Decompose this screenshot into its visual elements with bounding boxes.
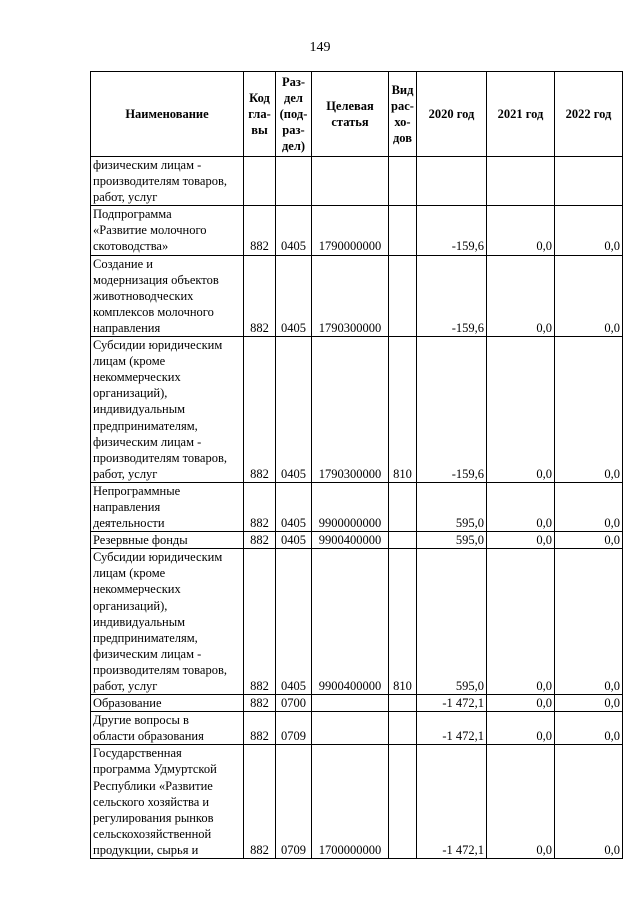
row-name-line: Образование — [93, 696, 162, 711]
amount-2021-cell — [487, 157, 555, 206]
amount-2022-cell: 0,0 — [555, 255, 623, 336]
amount-2020-cell: -159,6 — [417, 337, 487, 483]
row-name-cell — [91, 712, 244, 745]
amount-2020-cell: 595,0 — [417, 549, 487, 695]
chapter-code-cell: 882 — [244, 255, 276, 336]
expense-type-cell — [389, 695, 417, 712]
target-item-cell: 1790000000 — [312, 206, 389, 255]
amount-2021-cell: 0,0 — [487, 255, 555, 336]
amount-2021-cell: 0,0 — [487, 482, 555, 531]
target-item-cell — [312, 157, 389, 206]
section-cell: 0405 — [276, 532, 312, 549]
table-header-row — [91, 72, 623, 157]
target-item-cell: 9900400000 — [312, 532, 389, 549]
header-section — [276, 72, 312, 157]
amount-2020-cell: -159,6 — [417, 206, 487, 255]
row-name-line: регулирования рынков — [93, 810, 214, 825]
amount-2021-cell: 0,0 — [487, 712, 555, 745]
row-name-line: Другие вопросы в — [93, 713, 189, 728]
amount-2020-cell: -1 472,1 — [417, 712, 487, 745]
row-name-line: организаций), — [93, 598, 168, 613]
row-name-line: производителям товаров, — [93, 174, 227, 189]
section-cell — [276, 157, 312, 206]
expense-type-cell — [389, 532, 417, 549]
table-body — [91, 157, 623, 859]
row-name-line: работ, услуг — [93, 679, 158, 693]
target-item-cell — [312, 712, 389, 745]
chapter-code-cell — [244, 157, 276, 206]
expense-type-cell: 810 — [389, 337, 417, 483]
header-2020 — [417, 72, 487, 157]
target-item-cell: 1790300000 — [312, 255, 389, 336]
row-name-line: Субсидии юридическим — [93, 550, 223, 565]
row-name-line: лицам (кроме — [93, 354, 166, 369]
header-line: (под- — [279, 107, 308, 121]
section-cell: 0405 — [276, 482, 312, 531]
expense-type-cell — [389, 482, 417, 531]
row-name-line: комплексов молочного — [93, 304, 214, 319]
page-number: 149 — [309, 40, 331, 55]
row-name-cell — [91, 206, 244, 255]
row-name-line: индивидуальным — [93, 614, 186, 629]
row-name-line: организаций), — [93, 386, 168, 401]
amount-2021-cell: 0,0 — [487, 745, 555, 859]
row-name-line: продукции, сырья и — [93, 842, 199, 857]
amount-2020-cell: 595,0 — [417, 482, 487, 531]
table-row — [91, 712, 623, 745]
header-line: раз- — [282, 123, 305, 137]
chapter-code-cell: 882 — [244, 337, 276, 483]
header-line: рас- — [391, 99, 414, 113]
row-name-line: работ, услуг — [93, 190, 158, 205]
row-name-line: программа Удмуртской — [93, 762, 217, 777]
row-name-line: Резервные фонды — [93, 533, 188, 548]
amount-2022-cell: 0,0 — [555, 337, 623, 483]
header-line: Раз- — [281, 75, 306, 89]
header-line: гла- — [248, 107, 271, 121]
row-name-line: Непрограммные — [93, 483, 181, 498]
row-name-cell — [91, 482, 244, 531]
target-item-cell: 9900400000 — [312, 549, 389, 695]
expense-type-cell — [389, 206, 417, 255]
target-item-cell — [312, 695, 389, 712]
row-name-line: сельского хозяйства и — [93, 794, 210, 809]
target-item-cell: 1700000000 — [312, 745, 389, 859]
table-row — [91, 482, 623, 531]
amount-2021-cell: 0,0 — [487, 206, 555, 255]
expense-type-cell: 810 — [389, 549, 417, 695]
row-name-line: модернизация объектов — [93, 272, 219, 287]
amount-2020-cell: -1 472,1 — [417, 745, 487, 859]
row-name-cell — [91, 695, 244, 712]
header-target-item — [312, 72, 389, 157]
row-name-cell — [91, 745, 244, 859]
row-name-line: деятельности — [93, 516, 165, 531]
amount-2022-cell: 0,0 — [555, 549, 623, 695]
header-line: вы — [251, 123, 268, 137]
target-item-cell: 9900000000 — [312, 482, 389, 531]
row-name-line: физическим лицам - — [93, 158, 202, 172]
row-name-cell — [91, 255, 244, 336]
row-name-cell — [91, 549, 244, 695]
row-name-line: физическим лицам - — [93, 646, 202, 661]
expense-type-cell — [389, 745, 417, 859]
table-row — [91, 532, 623, 549]
chapter-code-cell: 882 — [244, 532, 276, 549]
chapter-code-cell: 882 — [244, 206, 276, 255]
row-name-line: области образования — [93, 729, 204, 744]
chapter-code-cell: 882 — [244, 482, 276, 531]
amount-2022-cell: 0,0 — [555, 745, 623, 859]
header-line: дел — [284, 91, 303, 105]
expense-type-cell — [389, 712, 417, 745]
amount-2022-cell — [555, 157, 623, 206]
table-row — [91, 745, 623, 859]
amount-2021-cell: 0,0 — [487, 695, 555, 712]
header-2022 — [555, 72, 623, 157]
amount-2022-cell: 0,0 — [555, 712, 623, 745]
budget-table — [90, 71, 623, 859]
amount-2022-cell: 0,0 — [555, 482, 623, 531]
target-item-cell: 1790300000 — [312, 337, 389, 483]
row-name-line: производителям товаров, — [93, 662, 227, 677]
chapter-code-cell: 882 — [244, 695, 276, 712]
header-line: статья — [331, 115, 369, 129]
section-cell: 0405 — [276, 255, 312, 336]
section-cell: 0405 — [276, 206, 312, 255]
header-2021 — [487, 72, 555, 157]
header-line: Целевая — [326, 99, 374, 113]
row-name-line: производителям товаров, — [93, 450, 227, 465]
amount-2022-cell: 0,0 — [555, 532, 623, 549]
amount-2020-cell — [417, 157, 487, 206]
header-chapter-code — [244, 72, 276, 157]
amount-2021-cell: 0,0 — [487, 532, 555, 549]
header-line: 2022 год — [565, 107, 612, 121]
header-line: Наименование — [125, 107, 209, 121]
row-name-line: Республики «Развитие — [93, 778, 213, 793]
row-name-line: Субсидии юридическим — [93, 338, 223, 353]
row-name-line: направления — [93, 320, 161, 335]
table-row — [91, 549, 623, 695]
amount-2022-cell: 0,0 — [555, 695, 623, 712]
table-row — [91, 337, 623, 483]
row-name-line: физическим лицам - — [93, 434, 202, 449]
row-name-line: «Развитие молочного — [93, 223, 207, 238]
header-expense-type — [389, 72, 417, 157]
expense-type-cell — [389, 255, 417, 336]
row-name-line: Создание и — [93, 256, 153, 271]
row-name-line: животноводческих — [93, 288, 194, 303]
row-name-line: индивидуальным — [93, 402, 186, 417]
row-name-cell — [91, 337, 244, 483]
section-cell: 0405 — [276, 337, 312, 483]
row-name-line: сельскохозяйственной — [93, 826, 212, 841]
header-line: хо- — [394, 115, 411, 129]
section-cell: 0709 — [276, 745, 312, 859]
row-name-line: направления — [93, 499, 161, 514]
header-line: дел) — [281, 139, 306, 153]
header-line: Код — [249, 91, 270, 105]
amount-2020-cell: -159,6 — [417, 255, 487, 336]
header-line: 2020 год — [428, 107, 475, 121]
header-line: дов — [392, 131, 412, 145]
row-name-cell — [91, 157, 244, 206]
chapter-code-cell: 882 — [244, 549, 276, 695]
section-cell: 0405 — [276, 549, 312, 695]
table-row — [91, 695, 623, 712]
row-name-line: предпринимателям, — [93, 418, 198, 433]
section-cell: 0700 — [276, 695, 312, 712]
expense-type-cell — [389, 157, 417, 206]
section-cell: 0709 — [276, 712, 312, 745]
row-name-line: Подпрограмма — [93, 207, 172, 222]
row-name-line: лицам (кроме — [93, 566, 166, 581]
header-line: 2021 год — [497, 107, 544, 121]
row-name-line: некоммерческих — [93, 582, 181, 597]
amount-2021-cell: 0,0 — [487, 549, 555, 695]
header-line: Вид — [391, 83, 414, 97]
amount-2020-cell: 595,0 — [417, 532, 487, 549]
row-name-line: некоммерческих — [93, 370, 181, 385]
row-name-line: предпринимателям, — [93, 630, 198, 645]
row-name-cell — [91, 532, 244, 549]
chapter-code-cell: 882 — [244, 712, 276, 745]
table-row — [91, 255, 623, 336]
table-row — [91, 206, 623, 255]
chapter-code-cell: 882 — [244, 745, 276, 859]
table-row — [91, 157, 623, 206]
amount-2022-cell: 0,0 — [555, 206, 623, 255]
row-name-line: работ, услуг — [93, 466, 158, 481]
row-name-line: скотоводства» — [93, 239, 169, 254]
row-name-line: Государственная — [93, 746, 182, 761]
amount-2020-cell: -1 472,1 — [417, 695, 487, 712]
header-name — [91, 72, 244, 157]
amount-2021-cell: 0,0 — [487, 337, 555, 483]
